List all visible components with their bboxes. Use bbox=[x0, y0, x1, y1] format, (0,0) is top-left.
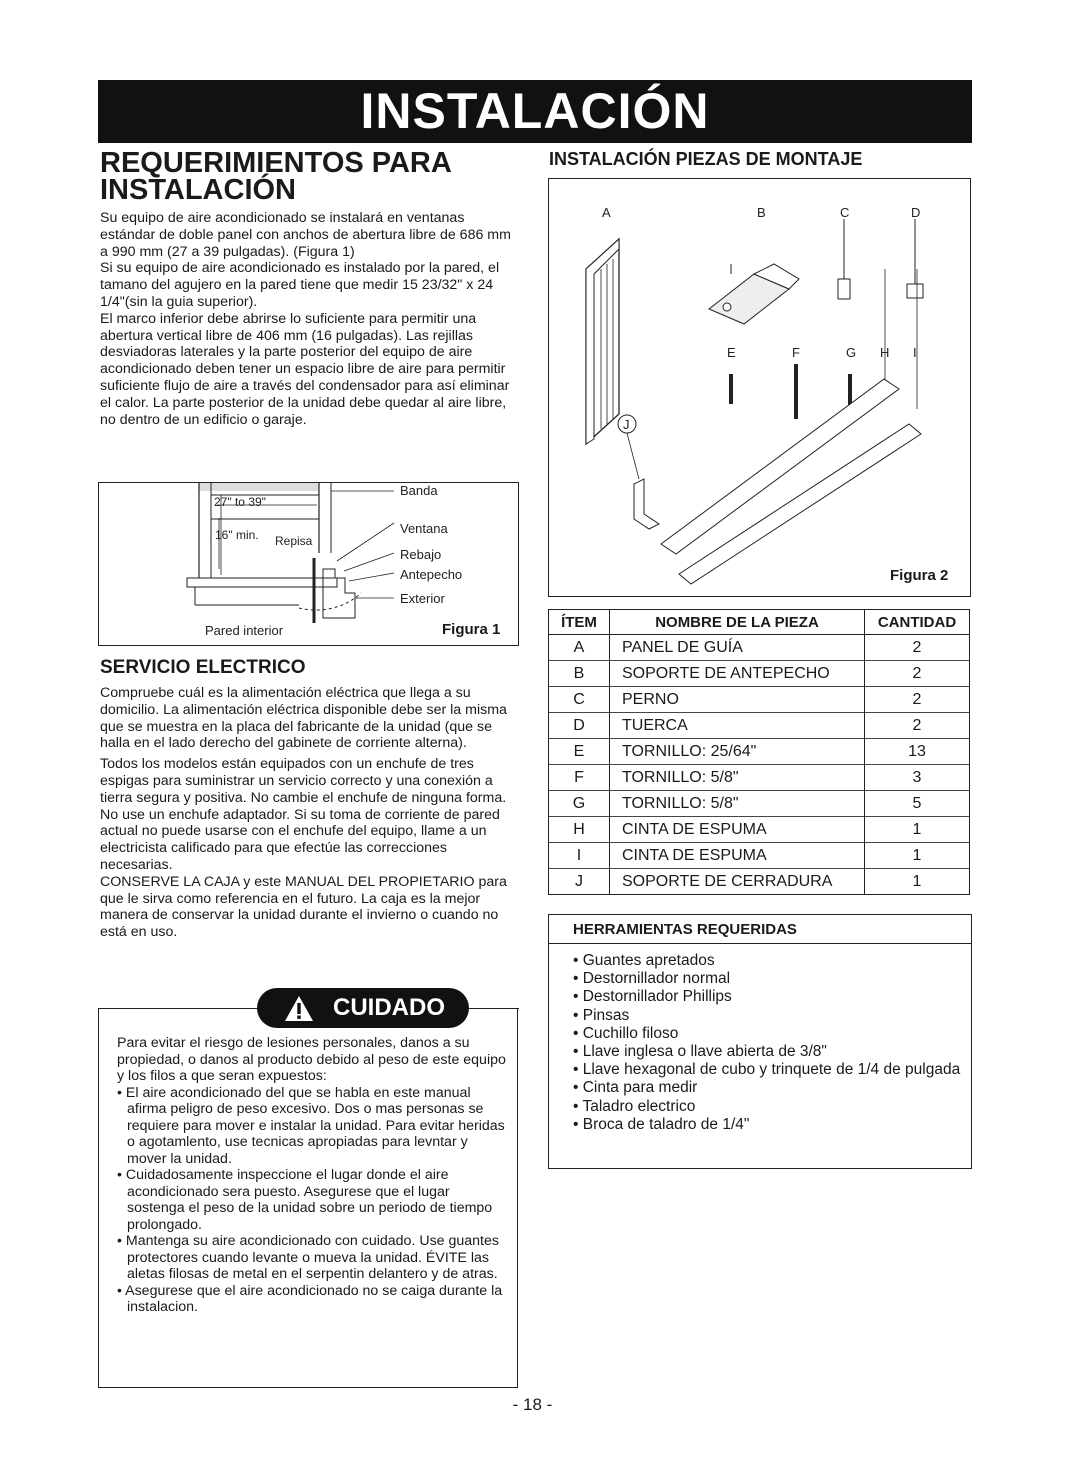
label-rebajo: Rebajo bbox=[400, 547, 442, 562]
tools-box bbox=[548, 914, 972, 1169]
caution-intro: Para evitar el riesgo de lesiones personales, danos a su propiedad, o danos al producto debido al peso de este equipo y los filos a que seran expuestos: bbox=[117, 1035, 506, 1084]
cell-qty: 1 bbox=[865, 843, 970, 869]
table-row bbox=[549, 739, 970, 765]
label-repisa: Repisa bbox=[275, 534, 313, 548]
servicio-p1: Compruebe cuál es la alimentación eléctrica que llega a su domicilio. La alimentación eléctrica disponible debe ser la misma que se muestra en la placa del fabricante de la unidad (que se halla en el lado derecho del gabinete de corriente alterna). bbox=[100, 685, 507, 752]
list-item: • Asegurese que el aire acondicionado no se caiga durante la instalacion. bbox=[117, 1282, 503, 1315]
list-item: • Broca de taladro de 1/4" bbox=[573, 1115, 750, 1133]
cell-item: F bbox=[549, 765, 610, 791]
table-row bbox=[549, 635, 970, 661]
list-item: • Llave inglesa o llave abierta de 3/8" bbox=[573, 1043, 827, 1061]
cell-item: G bbox=[549, 791, 610, 817]
list-item: • Llave hexagonal de cubo y trinquete de 1/4 de pulgada bbox=[573, 1061, 961, 1079]
cell-name: TORNILLO: 5/8" bbox=[610, 791, 865, 817]
servicio-text bbox=[100, 685, 520, 941]
list-item: • Cinta para medir bbox=[573, 1079, 698, 1097]
table-row bbox=[549, 817, 970, 843]
label-ancho: 27" to 39" bbox=[214, 495, 266, 509]
cell-item: B bbox=[549, 661, 610, 687]
parts-table bbox=[548, 609, 970, 895]
requerimientos-p3: El marco inferior debe abrirse lo suficiente para permitir una abertura vertical libre de 406 mm (16 pulgadas). Las rejillas desviadoras laterales y la parte posterior del equipo de aire acondicionado deben tener un espacio libre de aire para permitir suficiente flujo de aire a través del condensador para así eliminar el calor. La parte posterior de la unidad debe quedar al aire libre, no dentro de un edificio o garaje. bbox=[100, 310, 510, 428]
column-header-item: ÍTEM bbox=[549, 610, 610, 635]
part-label-i: I bbox=[913, 345, 917, 360]
section-title-requerimientos: REQUERIMIENTOS PARA INSTALACIÓN bbox=[100, 147, 451, 206]
part-label-c: C bbox=[840, 205, 850, 220]
figure-1-caption: Figura 1 bbox=[442, 621, 501, 638]
figure-1 bbox=[98, 482, 519, 646]
page-number: - 18 - bbox=[512, 1395, 553, 1414]
label-antepecho: Antepecho bbox=[400, 567, 463, 582]
list-item: • Pinsas bbox=[573, 1006, 630, 1024]
servicio-p2: Todos los modelos están equipados con un enchufe de tres espigas para suministrar un servicio correcto y una conexión a tierra segura y positiva. No cambie el enchufe de ninguna forma. No use un enchufe adaptador. Si su toma de corriente de pared actual no puede usarse con el enchufe del equipo, llame a un electricista calificado para que efectúe las correcciones necesarias. bbox=[100, 756, 507, 873]
label-pared: Pared interior bbox=[205, 623, 284, 638]
cell-qty: 3 bbox=[865, 765, 970, 791]
requerimientos-p2: Si su equipo de aire acondicionado es instalado por la pared, el tamano del agujero en la pared tiene que medir 15 23/32" x 24 1/4"(sin la guia superior). bbox=[100, 260, 500, 310]
table-row bbox=[549, 713, 970, 739]
part-label-f: F bbox=[792, 345, 800, 360]
label-exterior: Exterior bbox=[400, 591, 445, 606]
column-header-qty: CANTIDAD bbox=[865, 610, 970, 635]
caution-list bbox=[117, 1085, 509, 1316]
tools-list bbox=[549, 952, 971, 1134]
cell-name: PANEL DE GUÍA bbox=[610, 635, 865, 661]
cell-item: C bbox=[549, 687, 610, 713]
cell-item: I bbox=[549, 843, 610, 869]
warning-icon bbox=[279, 988, 319, 1028]
part-label-d: D bbox=[911, 205, 921, 220]
servicio-p3: CONSERVE LA CAJA y este MANUAL DEL PROPIETARIO para que le sirva como referencia en el futuro. La caja es la mejor manera de conservar la unidad durante el invierno o cuando no está en uso. bbox=[100, 873, 507, 941]
section-title-piezas: INSTALACIÓN PIEZAS DE MONTAJE bbox=[549, 149, 863, 169]
cell-qty: 2 bbox=[865, 713, 970, 739]
parts-diagram bbox=[549, 179, 970, 596]
section-title-servicio: SERVICIO ELECTRICO bbox=[100, 657, 306, 678]
table-row bbox=[549, 687, 970, 713]
cell-name: CINTA DE ESPUMA bbox=[610, 843, 865, 869]
table-row bbox=[549, 843, 970, 869]
figure-2 bbox=[548, 178, 971, 597]
cell-item: E bbox=[549, 739, 610, 765]
cell-item: J bbox=[549, 869, 610, 895]
list-item: • Mantenga su aire acondicionado con cuidado. Use guantes protectores cuando levante o mueva la unidad. ÉVITE las aletas filosas de metal en el serpentin delantero y de atras. bbox=[117, 1233, 499, 1282]
list-item: • Destornillador normal bbox=[573, 970, 731, 988]
part-label-h: H bbox=[880, 345, 890, 360]
column-header-name: NOMBRE DE LA PIEZA bbox=[610, 610, 865, 635]
cell-name: CINTA DE ESPUMA bbox=[610, 817, 865, 843]
cell-name: TORNILLO: 25/64" bbox=[610, 739, 865, 765]
table-row bbox=[549, 869, 970, 895]
part-label-g: G bbox=[846, 345, 857, 360]
list-item: • Cuidadosamente inspeccione el lugar donde el aire acondicionado sera puesto. Asegurese que el lugar sostenga el peso de la unidad sobre un periodo de tiempo prolongado. bbox=[117, 1167, 493, 1233]
cell-qty: 2 bbox=[865, 687, 970, 713]
requerimientos-text bbox=[100, 210, 520, 428]
cell-qty: 2 bbox=[865, 635, 970, 661]
cell-qty: 13 bbox=[865, 739, 970, 765]
cell-qty: 1 bbox=[865, 869, 970, 895]
caution-badge bbox=[257, 988, 469, 1028]
cell-name: SOPORTE DE CERRADURA bbox=[610, 869, 865, 895]
tools-title: HERRAMIENTAS REQUERIDAS bbox=[549, 915, 971, 944]
label-min: 16" min. bbox=[215, 528, 259, 542]
figure-2-caption: Figura 2 bbox=[890, 567, 949, 584]
cell-qty: 5 bbox=[865, 791, 970, 817]
cell-qty: 1 bbox=[865, 817, 970, 843]
list-item: • Destornillador Phillips bbox=[573, 988, 732, 1006]
list-item: • Guantes apretados bbox=[573, 952, 715, 969]
part-label-a: A bbox=[602, 205, 611, 220]
part-label-b: B bbox=[757, 205, 766, 220]
cell-name: TORNILLO: 5/8" bbox=[610, 765, 865, 791]
label-ventana: Ventana bbox=[400, 521, 448, 536]
table-row bbox=[549, 765, 970, 791]
list-item: • El aire acondicionado del que se habla en este manual afirma peligro de peso excesivo. Dos o mas personas se requiere para mover e instalar la unidad. Para evitar heridas o agotamlento, use tecnicas apropiadas para levntar y mover la unidad. bbox=[117, 1084, 505, 1167]
caution-title: CUIDADO bbox=[333, 994, 445, 1021]
caution-box bbox=[98, 994, 518, 1388]
label-banda: Banda bbox=[400, 483, 438, 498]
cell-name: PERNO bbox=[610, 687, 865, 713]
table-row bbox=[549, 791, 970, 817]
cell-qty: 2 bbox=[865, 661, 970, 687]
cell-item: H bbox=[549, 817, 610, 843]
table-header-row bbox=[549, 610, 970, 635]
table-row bbox=[549, 661, 970, 687]
cell-name: SOPORTE DE ANTEPECHO bbox=[610, 661, 865, 687]
requerimientos-p1: Su equipo de aire acondicionado se instalará en ventanas estándar de doble panel con anchos de abertura libre de 686 mm a 990 mm (27 a 39 pulgadas). (Figura 1) bbox=[100, 210, 511, 260]
cell-item: A bbox=[549, 635, 610, 661]
page-banner: INSTALACIÓN bbox=[98, 80, 972, 143]
list-item: • Cuchillo filoso bbox=[573, 1024, 679, 1042]
cell-name: TUERCA bbox=[610, 713, 865, 739]
cell-item: D bbox=[549, 713, 610, 739]
part-label-e: E bbox=[727, 345, 736, 360]
list-item: • Taladro electrico bbox=[573, 1097, 696, 1115]
part-label-j: J bbox=[623, 417, 630, 432]
